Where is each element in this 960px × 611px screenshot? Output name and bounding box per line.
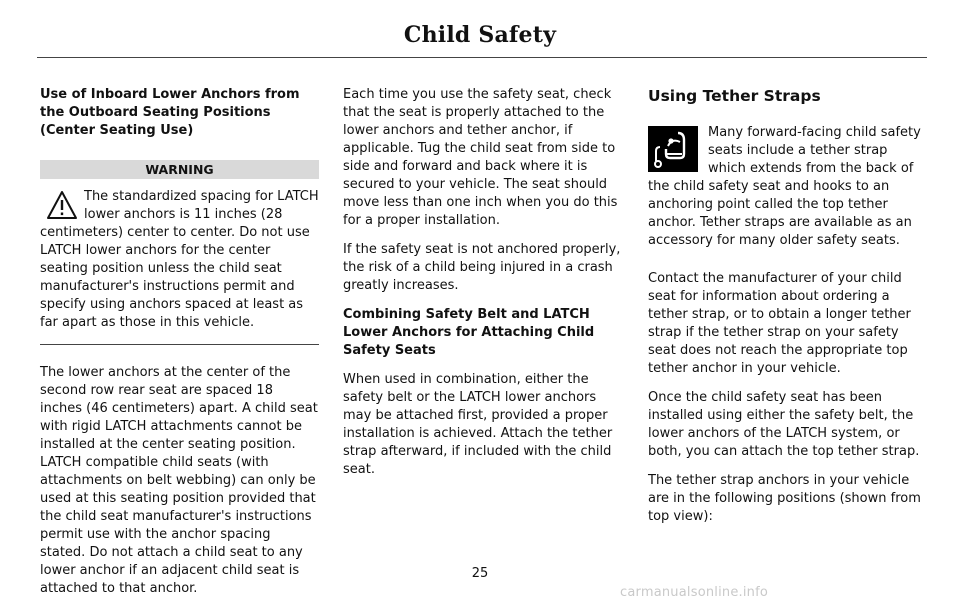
- warning-label: WARNING: [40, 160, 319, 179]
- warning-body: [40, 188, 319, 332]
- column-1: [40, 86, 319, 609]
- page-title: Child Safety: [403, 22, 557, 48]
- warning-triangle-icon: [46, 190, 78, 220]
- paragraph-anchor-positions: The tether strap anchors in your vehicle are in the following positions (shown from top view):: [648, 473, 921, 524]
- paragraph-combination: When used in combination, either the safety belt or the LATCH lower anchors may be attached first, provided a proper installation is achieved. Attach the tether strap afterward, if included with the child seat.: [343, 372, 613, 477]
- section-heading-combining: Combining Safety Belt and LATCH Lower Anchors for Attaching Child Safety Seats: [343, 307, 595, 358]
- paragraph-lower-anchors: The lower anchors at the center of the second row rear seat are spaced 18 inches (46 centimeters) apart. A child seat with rigid LATCH attachments cannot be installed at the center seating position. LATCH compatible child seats (with attachments on belt webbing) can only be used at this seating position provided that the child seat manufacturer's instructions permit use with the anchor spacing stated. Do not attach a child seat to any lower anchor if an adjacent child seat is attached to that anchor.: [40, 365, 318, 596]
- warning-divider: [40, 344, 319, 345]
- section-heading-inboard-anchors: Use of Inboard Lower Anchors from the Outboard Seating Positions (Center Seating Use): [40, 87, 300, 138]
- column-3: [648, 86, 927, 537]
- paragraph-tether-intro: Many forward-facing child safety seats include a tether strap which extends from the back of the child safety seat and hooks to an anchoring point called the top tether anchor. Tether straps are available as an accessory for many older safety seats.: [648, 125, 921, 248]
- paragraph-attach-tether: Once the child safety seat has been installed using either the safety belt, the lower anchors of the LATCH system, or both, you can attach the top tether strap.: [648, 390, 920, 459]
- watermark: carmanualsonline.info: [620, 585, 769, 600]
- paragraph-check-attachment: Each time you use the safety seat, check that the seat is properly attached to the lower anchors and tether anchor, if applicable. Tug the child seat from side to side and forward and back where it is secured to your vehicle. The seat should move less than one inch when you do this for a proper installation.: [343, 87, 618, 228]
- warning-text: The standardized spacing for LATCH lower anchors is 11 inches (28 centimeters) center to center. Do not use LATCH lower anchors for the center seating position unless the child seat manufacturer's instructions permit and specify using anchors spaced at least as far apart as those in this vehicle.: [40, 189, 319, 330]
- child-seat-tether-icon: [648, 126, 698, 172]
- column-2: [343, 86, 622, 490]
- paragraph-anchor-risk: If the safety seat is not anchored properly, the risk of a child being injured in a crash greatly increases.: [343, 242, 621, 293]
- section-heading-tether-straps: Using Tether Straps: [648, 87, 821, 105]
- page-number: 25: [471, 566, 489, 581]
- paragraph-contact-manufacturer: Contact the manufacturer of your child seat for information about ordering a tether strap, or to obtain a longer tether strap if the tether strap on your safety seat does not reach the appropriate top tether anchor in your vehicle.: [648, 271, 911, 376]
- header-divider: [37, 57, 927, 58]
